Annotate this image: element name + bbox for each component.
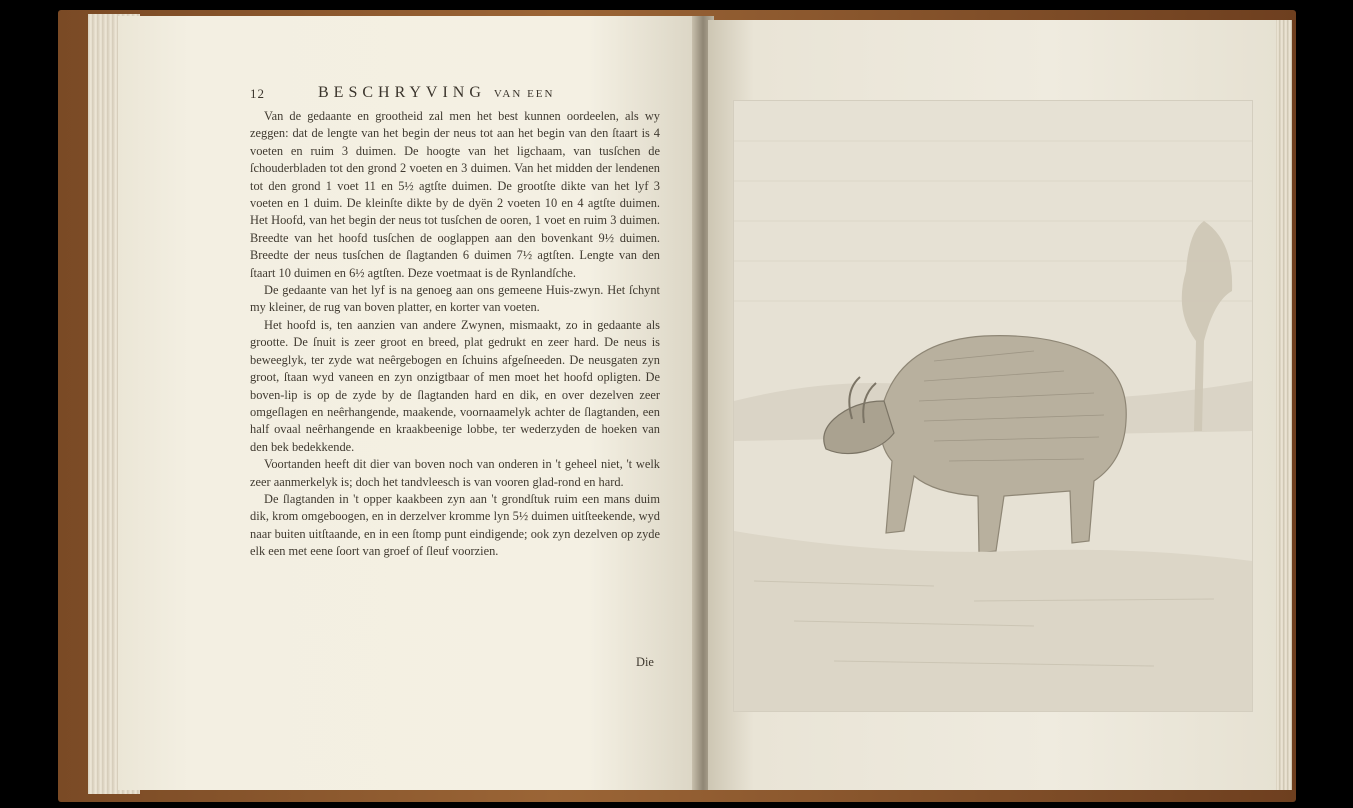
catchword: Die [636,655,654,669]
babirusa-engraving [734,101,1252,711]
body-text [250,108,660,561]
paragraph: De ſlagtanden in 't opper kaakbeen zyn aan 't grondſtuk ruim een mans duim dik, krom omgeboogen, en in derzelver kromme lyn 5½ duimen uitſteekende, wyd naar buiten uitſtaande, en in een ſtomp punt eindigende; ook zyn dezelven op zyde elk een met eene ſoort van groef of ſleuf voorzien. [250,491,660,559]
paragraph: Het hoofd is, ten aanzien van andere Zwynen, mismaakt, zo in gedaante als grootte. De ſnuit is zeer groot en breed, plat gedrukt en zeer hard. De neus is beweeglyk, ter zyde wat neêrgebogen en ſchuins afgeſneeden. De neusgaten zyn groot, ſtaan wyd vaneen en zyn onzigtbaar of men moet het hoofd opligten. De boven-lip is op de zyde by de ſlagtanden hard en dik, en over dezelven zeer omgeſlagen en neêrhangende, maakende, voornaamelyk achter de ſlagtanden, een half ovaal neêrhangende en kraakbeenige lobbe, ter wederzyden de hoeken van den bek bedekkende. [250,317,660,454]
paragraph: De gedaante van het lyf is na genoeg aan ons gemeene Huis-zwyn. Het ſchynt my kleiner, de rug van boven platter, en korter van voeten. [250,283,660,315]
paragraph: Van de gedaante en grootheid zal men het best kunnen oordeelen, als wy zeggen: dat de lengte van het begin der neus tot aan het begin van den ſtaart is 4 voeten en ruim 3 duimen. De hoogte van het ligchaam, van tusſchen de ſchouderbladen tot den grond 2 voeten en 3 duimen. Van het midden der lendenen tot den grond 1 voet 11 en 5½ agtſte duimen. De grootſte dikte van het lyf 3 voeten en 1 duim. De kleinſte dikte by de dyën 2 voeten 10 en 4 agtſte duimen. Het Hoofd, van het begin der neus tot tusſchen de ooren, 1 voet en ruim 3 duimen. Breedte van het hoofd tusſchen de ooglappen aan den bovenkant 9½ duimen. Breedte der neus tusſchen de ſlagtanden 6 duimen 7½ agtſten. Lengte van den ſtaart 10 duimen en 6½ agtſten. Deze voetmaat is de Rynlandſche. [250,109,660,280]
engraving-plate [733,100,1253,712]
page-number: 12 [250,86,265,101]
paragraph: Voortanden heeft dit dier van boven noch van onderen in 't geheel niet, 't welk zeer aanmerkelyk is; doch het tandvleesch is van vooren glad-rond en hard. [250,457,660,489]
running-title [318,84,554,102]
running-header [250,84,670,104]
page-edges-right [1276,20,1292,790]
running-title-main: BESCHRYVING [318,84,486,101]
running-title-small: VAN EEN [493,88,555,100]
